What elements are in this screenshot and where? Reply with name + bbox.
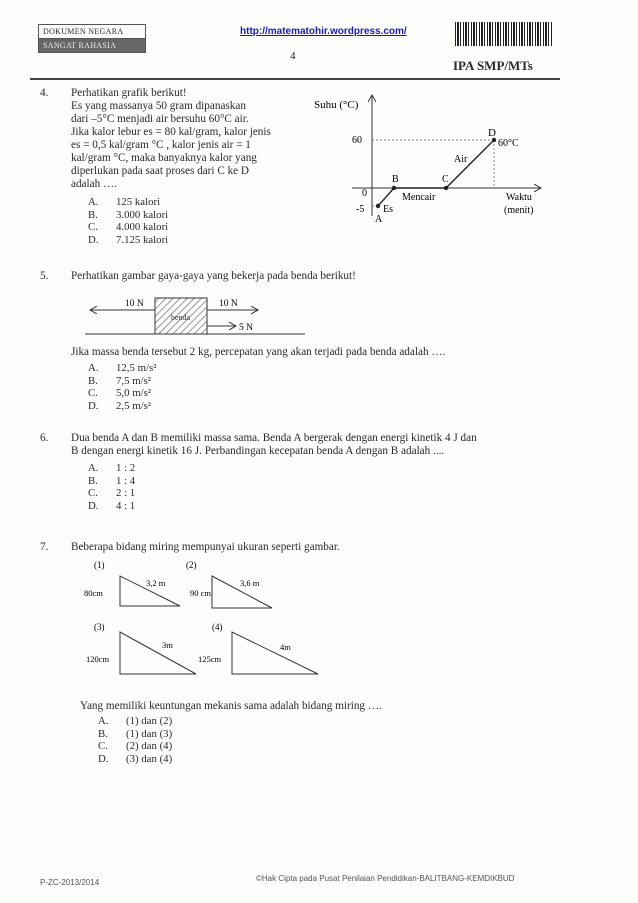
doc-label: DOKUMEN NEGARA (39, 25, 145, 39)
tick-60: 60 (352, 135, 362, 146)
label-b: B (392, 174, 399, 185)
q4-line: dari –5°C menjadi air bersuhu 60°C air. (71, 113, 249, 125)
q4-temperature-graph (312, 88, 552, 236)
page-number: 4 (290, 50, 296, 62)
footer-copyright: ©Hak Cipta pada Pusat Penilaian Pendidikan-BALITBANG-KEMDIKBUD (256, 874, 515, 883)
q6-text (71, 432, 561, 458)
q7-option-c[interactable]: C. (2) dan (4) (98, 740, 173, 753)
label-es: Es (383, 204, 393, 215)
footer-code: P-ZC-2013/2014 (40, 878, 100, 887)
q6-line-1: Dua benda A dan B memiliki massa sama. Benda A bergerak dengan energi kinetik 4 J dan (71, 432, 477, 444)
header-divider (30, 78, 560, 80)
q7-option-a[interactable]: A. (1) dan (2) (98, 715, 173, 727)
plane-3-height: 120cm (86, 654, 110, 664)
force-left-label: 10 N (125, 299, 144, 309)
plane-4-triangle (232, 632, 318, 674)
force-right2-label: 5 N (239, 323, 253, 333)
q7-inclined-planes (80, 556, 340, 676)
plane-2-id: (2) (186, 560, 197, 570)
plane-2-slope: 3,6 m (240, 578, 260, 588)
q6-line-2: B dengan energi kinetik 16 J. Perbandingan kecepatan benda A dengan B adalah .... (71, 445, 445, 457)
barcode-icon (455, 22, 553, 46)
q4-line: Perhatikan grafik berikut! (71, 87, 187, 99)
plane-3-triangle (120, 632, 196, 674)
plane-4-height: 125cm (198, 654, 222, 664)
y-axis-label: Suhu (°C) (314, 99, 359, 111)
q5-option-d[interactable]: D. 2,5 m/s² (88, 399, 152, 412)
q5-prompt: Perhatikan gambar gaya-gaya yang bekerja pada benda berikut! (71, 270, 356, 282)
label-d: D (488, 127, 496, 139)
q6-option-c[interactable]: C. 2 : 1 (88, 487, 136, 500)
q7-options (98, 715, 172, 765)
plane-1-slope: 3,2 m (146, 578, 166, 588)
q7-option-b[interactable]: B. (1) dan (3) (98, 727, 173, 740)
q7-number: 7. (40, 541, 49, 553)
plane-1-id: (1) (94, 560, 105, 570)
q4-line: diperlukan pada saat proses dari C ke D (71, 165, 250, 177)
q4-number: 4. (40, 87, 49, 99)
q4-options (88, 196, 168, 246)
plane-3-id: (3) (94, 622, 105, 632)
source-url-link[interactable]: http://matematohir.wordpress.com/ (240, 26, 407, 37)
tick-neg5: -5 (356, 204, 365, 215)
q4-line: Es yang massanya 50 gram dipanaskan (71, 100, 246, 112)
q7-option-d[interactable]: D. (3) dan (4) (98, 752, 173, 765)
x-axis-label-1: Waktu (506, 192, 532, 203)
q6-option-a[interactable]: A. 1 : 2 (88, 462, 136, 474)
q4-option-d[interactable]: D. 7.125 kalori (88, 233, 169, 246)
label-air: Air (454, 154, 468, 165)
point-c (444, 186, 448, 190)
q4-option-b[interactable]: B. 3.000 kalori (88, 208, 169, 221)
q5-option-c[interactable]: C. 5,0 m/s² (88, 387, 152, 400)
q5-option-a[interactable]: A. 12,5 m/s² (88, 362, 157, 374)
q4-line: Jika kalor lebur es = 80 kal/gram, kalor jenis (71, 126, 271, 138)
q5-option-b[interactable]: B. 7,5 m/s² (88, 374, 152, 387)
label-c: C (442, 174, 449, 185)
point-b (392, 186, 396, 190)
q6-option-b[interactable]: B. 1 : 4 (88, 474, 136, 487)
q4-option-a[interactable]: A. 125 kalori (88, 196, 161, 208)
plane-4-slope: 4m (280, 642, 291, 652)
q5-force-diagram (85, 294, 305, 340)
q5-number: 5. (40, 270, 49, 282)
q7-question: Yang memiliki keuntungan mekanis sama adalah bidang miring …. (80, 700, 382, 712)
plane-4-id: (4) (212, 622, 223, 632)
force-right-label: 10 N (219, 299, 238, 309)
label-a: A (375, 214, 383, 225)
block-label: benda (171, 313, 191, 322)
plane-1-height: 80cm (84, 588, 103, 598)
q4-option-c[interactable]: C. 4.000 kalori (88, 221, 169, 234)
point-a (376, 204, 380, 208)
q4-line: adalah …. (71, 178, 117, 190)
q4-text (71, 87, 311, 191)
tick-0: 0 (362, 188, 367, 199)
subject-title: IPA SMP/MTs (453, 58, 533, 73)
plane-3-slope: 3m (162, 640, 173, 650)
secret-label: SANGAT RAHASIA (39, 39, 145, 52)
label-60c: 60°C (498, 138, 519, 149)
q5-options (88, 362, 156, 412)
q6-option-d[interactable]: D. 4 : 1 (88, 499, 136, 512)
document-classification-box (38, 24, 146, 53)
q7-prompt: Beberapa bidang miring mempunyai ukuran seperti gambar. (71, 541, 340, 553)
q6-options (88, 462, 135, 512)
x-axis-label-2: (menit) (504, 205, 534, 216)
q5-question: Jika massa benda tersebut 2 kg, percepatan yang akan terjadi pada benda adalah …. (71, 346, 446, 358)
heating-curve (378, 140, 494, 206)
q4-line: kal/gram °C, maka banyaknya kalor yang (71, 152, 257, 164)
q4-line: es = 0,5 kal/gram °C , kalor jenis air = 1 (71, 139, 251, 151)
label-mencair: Mencair (402, 192, 436, 203)
q6-number: 6. (40, 432, 49, 444)
plane-2-height: 90 cm (190, 588, 212, 598)
